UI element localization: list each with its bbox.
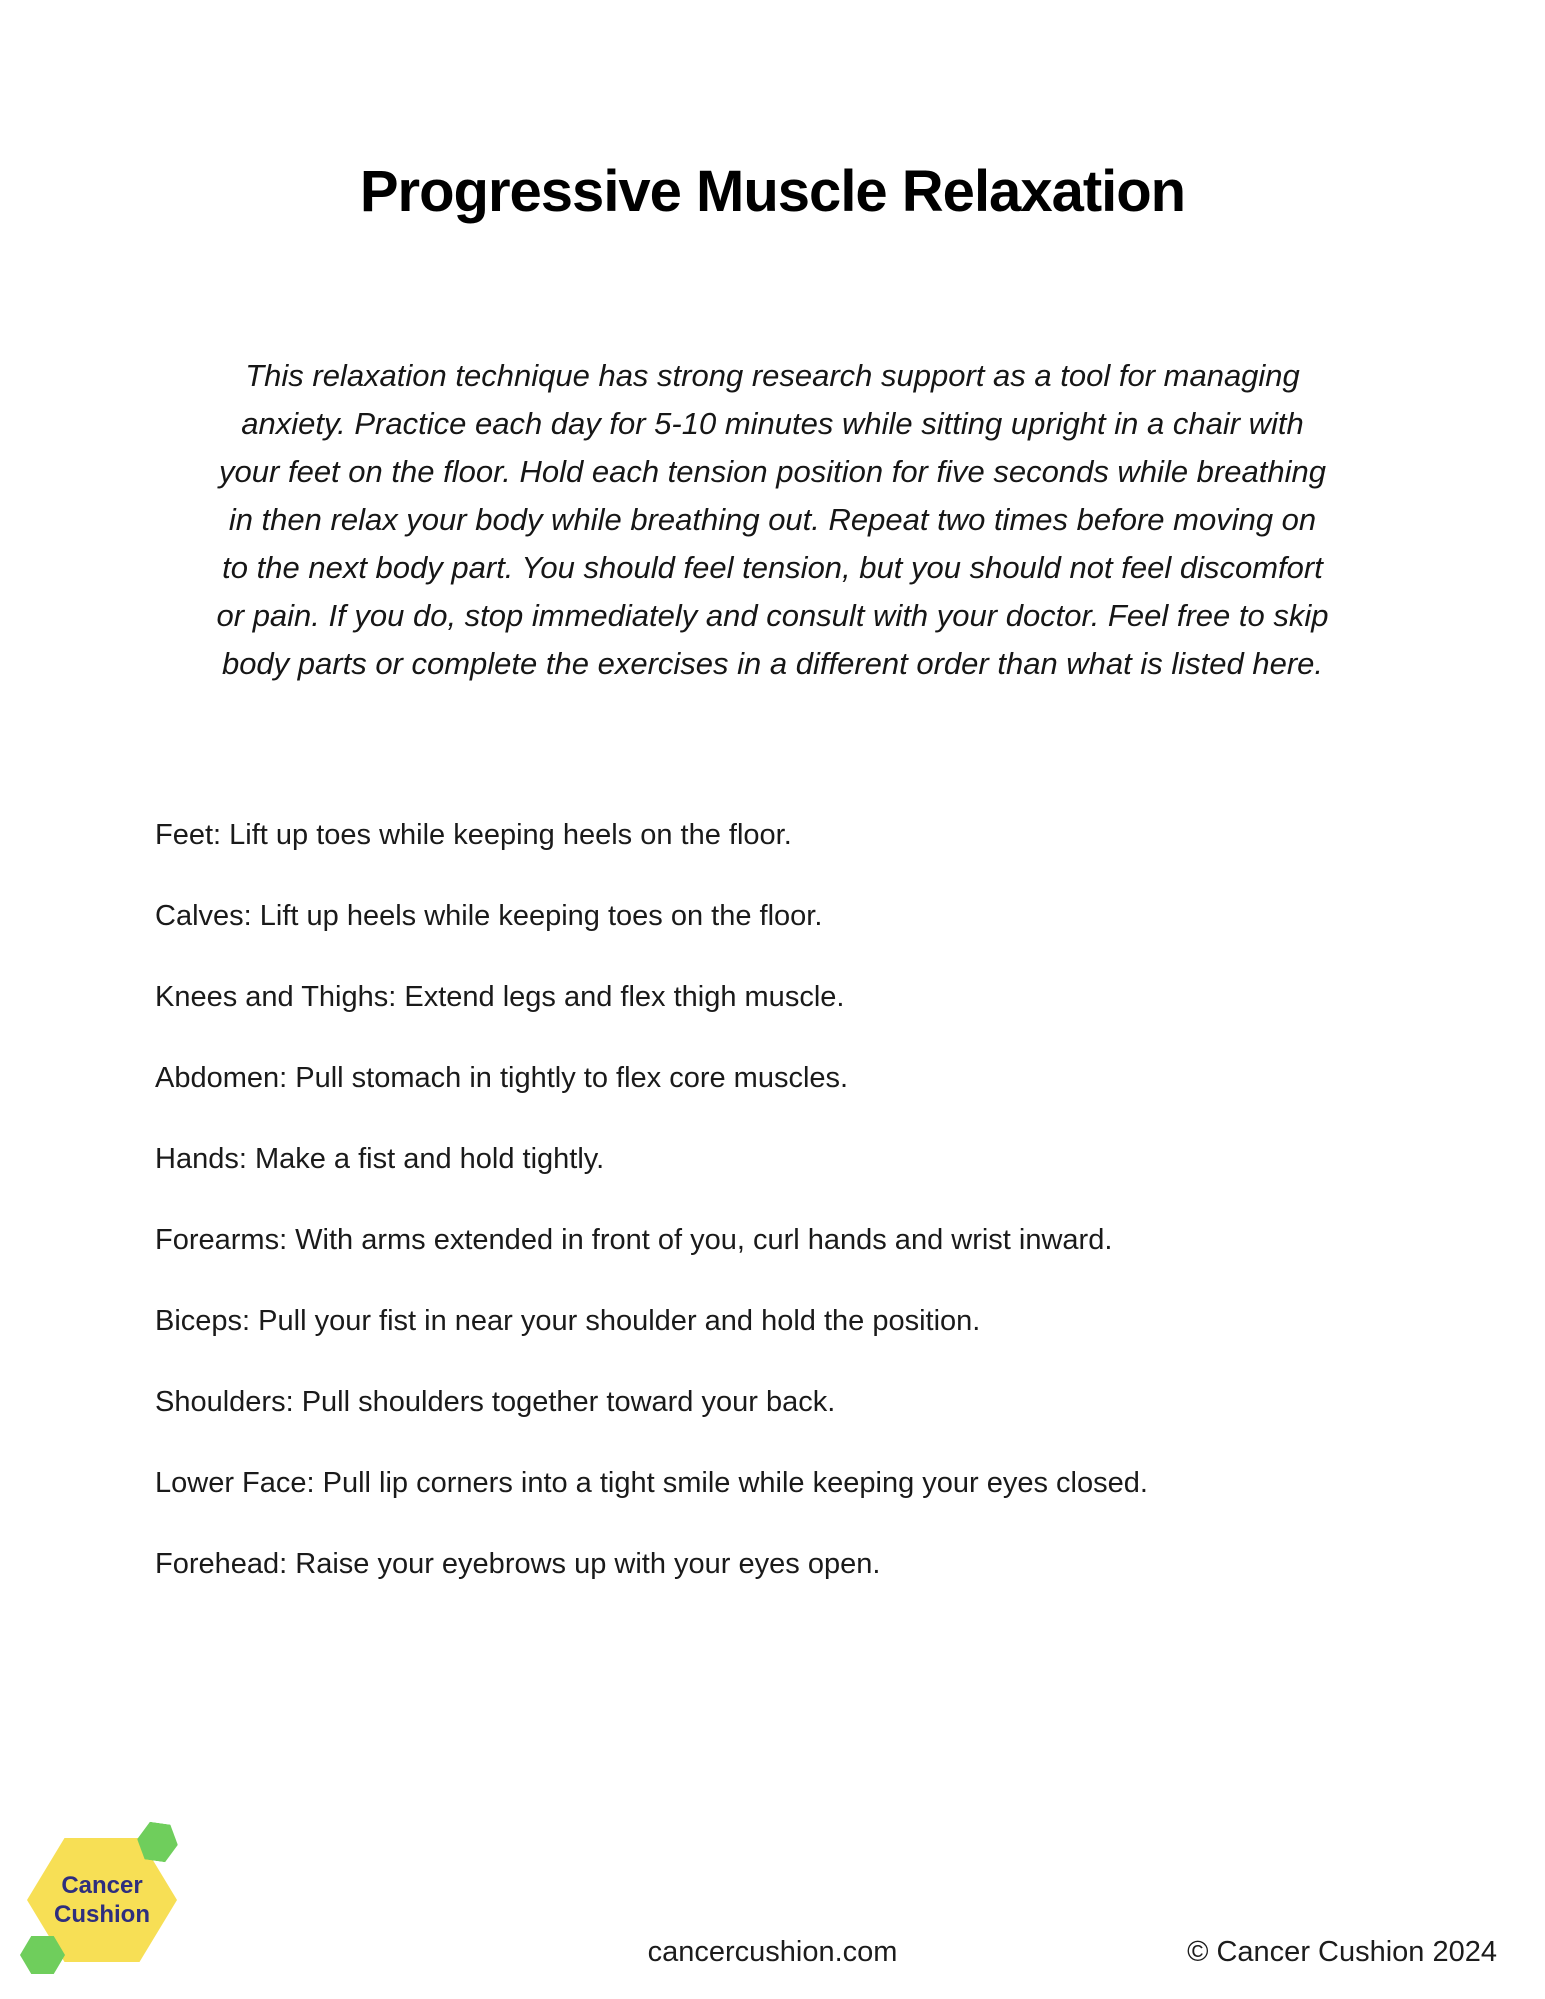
copyright-text: © Cancer Cushion 2024 bbox=[1187, 1936, 1497, 1968]
exercise-item: Feet: Lift up toes while keeping heels on the floor. bbox=[155, 819, 792, 851]
exercise-item: Forehead: Raise your eyebrows up with your eyes open. bbox=[155, 1548, 881, 1580]
intro-line: body parts or complete the exercises in a different order than what is listed here. bbox=[221, 646, 1324, 681]
exercise-item: Hands: Make a fist and hold tightly. bbox=[155, 1143, 605, 1175]
exercise-item: Abdomen: Pull stomach in tightly to flex core muscles. bbox=[155, 1062, 849, 1094]
exercise-list bbox=[155, 820, 1485, 1630]
intro-line: in then relax your body while breathing out. Repeat two times before moving on bbox=[228, 502, 1317, 537]
intro-line: anxiety. Practice each day for 5-10 minutes while sitting upright in a chair with bbox=[241, 406, 1304, 441]
exercise-item: Knees and Thighs: Extend legs and flex thigh muscle. bbox=[155, 981, 845, 1013]
exercise-item: Calves: Lift up heels while keeping toes on the floor. bbox=[155, 900, 823, 932]
logo-line1: Cancer bbox=[61, 1872, 143, 1899]
logo-wordmark bbox=[27, 1871, 177, 1929]
intro-paragraph bbox=[103, 352, 1443, 688]
exercise-item: Shoulders: Pull shoulders together toward your back. bbox=[155, 1386, 836, 1418]
exercise-item: Lower Face: Pull lip corners into a tight smile while keeping your eyes closed. bbox=[155, 1467, 1148, 1499]
website-text: cancercushion.com bbox=[647, 1936, 898, 1968]
cancer-cushion-logo bbox=[0, 1818, 210, 1999]
intro-line: This relaxation technique has strong research support as a tool for managing bbox=[245, 358, 1300, 393]
intro-line: your feet on the floor. Hold each tension position for five seconds while breathing bbox=[219, 454, 1326, 489]
intro-line: or pain. If you do, stop immediately and consult with your doctor. Feel free to skip bbox=[216, 598, 1329, 633]
exercise-item: Forearms: With arms extended in front of you, curl hands and wrist inward. bbox=[155, 1224, 1113, 1256]
intro-line: to the next body part. You should feel tension, but you should not feel discomfort bbox=[222, 550, 1323, 585]
page-title: Progressive Muscle Relaxation bbox=[359, 159, 1186, 224]
logo-line2: Cushion bbox=[54, 1901, 150, 1928]
exercise-item: Biceps: Pull your fist in near your shoulder and hold the position. bbox=[155, 1305, 981, 1337]
